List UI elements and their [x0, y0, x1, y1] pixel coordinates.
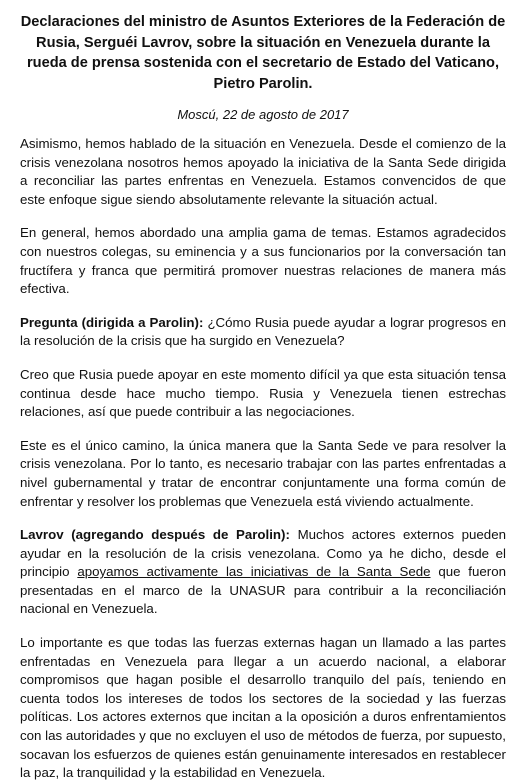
paragraph-2-text: En general, hemos abordado una amplia gama de temas. Estamos agradecidos con nuestros colegas, su eminencia y a sus funcionarios por la conversación tan fructífera y franca que permitirá promover nuestras relaciones de manera más efectiva. — [20, 225, 506, 297]
question-speaker-label: Pregunta (dirigida a Parolin): — [20, 314, 204, 330]
question-paragraph — [20, 314, 506, 351]
document-title: Declaraciones del ministro de Asuntos Exteriores de la Federación de Rusia, Serguéi Lavrov, sobre la situación en Venezuela durante la rueda de prensa sostenida con el secretario de Estado del Vaticano, Pietro Parolin. — [20, 14, 506, 92]
paragraph-4 — [20, 366, 506, 422]
lavrov-speaker-label: Lavrov (agregando después de Parolin): — [20, 527, 290, 543]
lavrov-paragraph — [20, 526, 506, 619]
paragraph-5-text: Este es el único camino, la única manera que la Santa Sede ve para resolver la crisis venezolana. Por lo tanto, es necesario trabajar con las partes enfrentadas a nivel gubernamental y tratar de encontrar conjuntamente una forma común de enfrentar y resolver los problemas que Venezuela está viviendo actualmente. — [20, 437, 506, 509]
lavrov-underlined-text: apoyamos activamente las iniciativas de la Santa Sede — [77, 564, 431, 580]
paragraph-2 — [20, 224, 506, 298]
paragraph-7-text: Lo importante es que todas las fuerzas externas hagan un llamado a las partes enfrentadas en Venezuela para llegar a un acuerdo nacional, a elaborar compromisos que hagan posible el desarrollo tranquilo del país, teniendo en cuenta todos los intereses de todos los sectores de la sociedad y las fuerzas políticas. Los actores externos que incitan a la oposición a duros enfrentamientos con las autoridades y que no excluyen el uso de métodos de fuerza, por supuesto, socavan los esfuerzos de quienes están genuinamente interesados en restablecer la paz, la tranquilidad y la estabilidad en Venezuela. — [20, 635, 506, 781]
question-text: ¿Cómo Rusia puede ayudar a lograr progresos en la resolución de la crisis que ha surgido en Venezuela? — [20, 314, 507, 349]
paragraph-1-text: Asimismo, hemos hablado de la situación en Venezuela. Desde el comienzo de la crisis venezolana nosotros hemos apoyado la iniciativa de la Santa Sede dirigida a reconciliar las partes enfrentas en Venezuela. Estamos convencidos de que este enfoque sigue siendo absolutamente relevante la situación actual. — [20, 136, 506, 207]
paragraph-4-text: Creo que Rusia puede apoyar en este momento difícil ya que esta situación tensa continua desde hace mucho tiempo. Rusia y Venezuela tienen estrechas relaciones, así que puede contribuir a las negociaciones. — [20, 366, 506, 420]
lavrov-text-after: que fueron presentadas en el marco de la UNASUR para contribuir a la reconciliación nacional en Venezuela. — [20, 564, 507, 617]
paragraph-7 — [20, 634, 506, 783]
paragraph-1 — [20, 135, 506, 209]
lavrov-text-before: Muchos actores externos pueden ayudar en la resolución de la crisis venezolana. Como ya he dicho, desde el principio — [20, 527, 506, 580]
paragraph-5 — [20, 437, 506, 511]
dateline: Moscú, 22 de agosto de 2017 — [177, 107, 349, 122]
